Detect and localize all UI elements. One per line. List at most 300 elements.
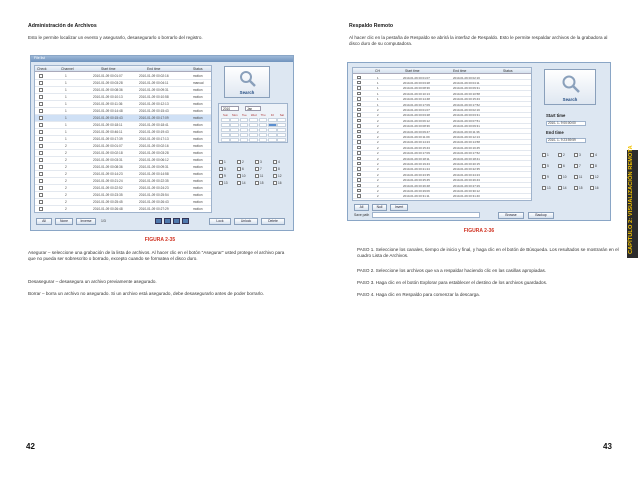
table-cell: 1 xyxy=(65,108,67,113)
table-cell: 2 xyxy=(65,143,67,148)
table-cell: 2010-01-09 00:14:58 xyxy=(139,171,169,176)
para-delete xyxy=(28,291,290,297)
backup-null-button[interactable]: Null xyxy=(372,204,387,211)
calendar-day-cell[interactable] xyxy=(230,138,239,142)
table-cell: 2 xyxy=(377,107,379,112)
table-cell: 2010-01-09 00:27:29 xyxy=(453,183,480,188)
channel-checkbox[interactable] xyxy=(542,186,551,190)
channel-label: 5 xyxy=(224,167,226,171)
table-cell: motion xyxy=(193,129,203,134)
channel-checkbox[interactable] xyxy=(558,175,567,179)
row-checkbox[interactable] xyxy=(357,76,361,80)
channel-label: 9 xyxy=(547,175,549,179)
next-page-icon[interactable] xyxy=(173,218,180,224)
table-cell: 2010-01-09 00:15:43 xyxy=(139,108,169,113)
row-checkbox[interactable] xyxy=(39,74,43,78)
row-checkbox[interactable] xyxy=(39,207,43,211)
channel-checkbox[interactable] xyxy=(590,153,597,157)
calendar-day-cell[interactable] xyxy=(249,118,258,122)
table-cell: 2010-01-09 00:20:15 xyxy=(453,161,480,166)
channel-checkbox[interactable] xyxy=(219,160,226,164)
table-row[interactable] xyxy=(35,178,211,185)
channel-label: 6 xyxy=(242,167,244,171)
para-unlock xyxy=(28,279,290,285)
table-cell: 2010-01-09 00:26:43 xyxy=(139,199,169,204)
lock-button[interactable]: Lock xyxy=(209,218,231,225)
calendar-day-cell[interactable] xyxy=(277,133,286,137)
checkbox-icon xyxy=(237,167,241,171)
table-cell: 2010-01-09 00:08:36 xyxy=(403,86,430,91)
calendar-day-cell[interactable] xyxy=(240,128,249,132)
backup-search-label: Search xyxy=(562,97,578,102)
calendar-day-cell[interactable] xyxy=(249,138,258,142)
search-button[interactable] xyxy=(224,66,270,98)
row-checkbox[interactable] xyxy=(39,130,43,134)
channel-checkbox[interactable] xyxy=(574,175,582,179)
table-cell: 2010-01-09 00:03:31 xyxy=(453,113,480,118)
table-cell: 2010-01-09 00:14:48 xyxy=(93,108,123,113)
table-row[interactable] xyxy=(35,157,211,164)
channel-label: 4 xyxy=(278,160,280,164)
table-row[interactable] xyxy=(35,143,211,150)
calendar-day-cell[interactable] xyxy=(277,123,286,127)
table-cell: 1 xyxy=(65,80,67,85)
right-page xyxy=(319,0,638,493)
table-row[interactable] xyxy=(35,136,211,143)
table-cell: 2010-01-09 00:18:11 xyxy=(403,156,430,161)
table-row[interactable] xyxy=(35,206,211,213)
calendar-day-header: Fri xyxy=(270,113,275,117)
table-cell: motion xyxy=(193,199,203,204)
table-cell: 2010-01-09 00:14:23 xyxy=(403,140,430,145)
row-checkbox[interactable] xyxy=(357,173,361,177)
checkbox-icon xyxy=(574,164,578,168)
channel-label: 4 xyxy=(595,153,597,157)
channel-checkbox[interactable] xyxy=(558,164,565,168)
table-row[interactable] xyxy=(35,122,211,129)
table-row[interactable] xyxy=(35,94,211,101)
row-checkbox[interactable] xyxy=(39,116,43,120)
channel-label: 16 xyxy=(278,181,282,185)
save-path-field[interactable] xyxy=(372,212,480,218)
table-cell: 2010-01-09 00:12:13 xyxy=(453,134,480,139)
delete-button[interactable]: Delete xyxy=(261,218,285,225)
table-cell: 2010-01-09 00:26:43 xyxy=(453,178,480,183)
calendar-day-cell[interactable] xyxy=(268,118,277,122)
first-page-icon[interactable] xyxy=(155,218,162,224)
calendar-day-cell[interactable] xyxy=(277,118,286,122)
row-checkbox[interactable] xyxy=(357,92,361,96)
table-cell: 2010-01-09 00:15:43 xyxy=(453,97,480,102)
page-number-right: 43 xyxy=(603,442,612,451)
checkbox-icon xyxy=(542,175,546,179)
row-checkbox[interactable] xyxy=(39,144,43,148)
window-title: File list xyxy=(34,56,45,60)
table-cell: 2 xyxy=(65,192,67,197)
calendar-day-cell[interactable] xyxy=(249,128,258,132)
calendar-day-header: Sat xyxy=(279,113,284,117)
backup-all-button[interactable]: All xyxy=(354,204,369,211)
calendar-day-cell[interactable] xyxy=(240,138,249,142)
table-row[interactable] xyxy=(353,194,531,199)
channel-label: 2 xyxy=(242,160,244,164)
browse-button[interactable]: Browse xyxy=(498,212,524,219)
row-checkbox[interactable] xyxy=(39,193,43,197)
channel-checkbox[interactable] xyxy=(574,186,583,190)
calendar-day-cell[interactable] xyxy=(277,138,286,142)
table-cell: 2010-01-09 00:09:31 xyxy=(139,164,169,169)
row-checkbox[interactable] xyxy=(357,151,361,155)
table-cell: 2010-01-09 00:11:09 xyxy=(403,134,430,139)
row-checkbox[interactable] xyxy=(39,151,43,155)
table-row[interactable] xyxy=(35,101,211,108)
table-cell: 2010-01-09 00:19:43 xyxy=(139,129,169,134)
table-cell: 2010-01-09 00:10:58 xyxy=(139,94,169,99)
row-checkbox[interactable] xyxy=(39,186,43,190)
table-cell: 2010-01-09 00:11:36 xyxy=(453,129,480,134)
calendar-day-cell[interactable] xyxy=(230,128,239,132)
select-none-button[interactable]: None xyxy=(55,218,73,225)
unlock-button[interactable]: Unlock xyxy=(234,218,258,225)
table-cell: 2010-01-09 00:17:09 xyxy=(403,151,430,156)
table-cell: 2010-01-09 00:03:28 xyxy=(139,150,169,155)
table-cell: 2010-01-09 00:16:45 xyxy=(453,145,480,150)
row-checkbox[interactable] xyxy=(357,124,361,128)
table-cell: 2010-01-09 00:25:54 xyxy=(139,192,169,197)
channel-checkbox[interactable] xyxy=(273,160,280,164)
checkbox-icon xyxy=(574,153,578,157)
channel-label: 13 xyxy=(547,186,551,190)
table-cell: motion xyxy=(193,94,203,99)
month-field[interactable]: Jan xyxy=(245,106,261,111)
row-checkbox[interactable] xyxy=(357,184,361,188)
table-row[interactable] xyxy=(35,80,211,87)
col-stat: Status xyxy=(503,68,513,73)
table-cell: 2010-01-09 00:21:24 xyxy=(93,178,123,183)
table-cell: 2010-01-09 00:03:28 xyxy=(93,80,123,85)
calendar-day-cell[interactable] xyxy=(259,133,268,137)
row-checkbox[interactable] xyxy=(39,137,43,141)
calendar-day-cell[interactable] xyxy=(240,123,249,127)
table-row[interactable] xyxy=(35,192,211,199)
channel-checkbox[interactable] xyxy=(255,174,263,178)
table-row[interactable] xyxy=(35,73,211,80)
table-cell: 2010-01-09 00:02:18 xyxy=(93,150,123,155)
row-checkbox[interactable] xyxy=(357,167,361,171)
table-cell: 1 xyxy=(377,91,379,96)
table-cell: 2010-01-09 00:17:09 xyxy=(403,102,430,107)
channel-checkbox[interactable] xyxy=(237,174,246,178)
table-cell: 2 xyxy=(377,194,379,199)
table-cell: 2010-01-09 00:26:48 xyxy=(403,183,430,188)
checkbox-icon xyxy=(255,174,259,178)
row-checkbox[interactable] xyxy=(39,158,43,162)
table-cell: 2010-01-09 00:25:45 xyxy=(403,178,430,183)
row-checkbox[interactable] xyxy=(357,113,361,117)
channel-label: 15 xyxy=(579,186,583,190)
calendar-day-cell[interactable] xyxy=(268,138,277,142)
table-row[interactable] xyxy=(35,108,211,115)
table-cell: 2010-01-09 00:01:07 xyxy=(403,75,430,80)
table-cell: 2010-01-09 00:04:11 xyxy=(453,80,480,85)
row-checkbox[interactable] xyxy=(39,172,43,176)
table-row[interactable] xyxy=(35,185,211,192)
channel-label: 1 xyxy=(547,153,549,157)
table-cell: 2010-01-09 00:18:41 xyxy=(139,122,169,127)
table-cell: 2010-01-09 00:31:40 xyxy=(453,194,480,199)
calendar-day-cell[interactable] xyxy=(240,118,249,122)
calendar-day-cell[interactable] xyxy=(277,128,286,132)
table-cell: 2010-01-09 00:08:36 xyxy=(93,164,123,169)
channel-checkbox[interactable] xyxy=(273,174,282,178)
table-cell: 2010-01-09 00:08:36 xyxy=(93,87,123,92)
table-cell: 2010-01-09 00:25:45 xyxy=(93,199,123,204)
channel-checkbox[interactable] xyxy=(590,186,599,190)
calendar-day-header: Thu xyxy=(260,113,266,117)
calendar-day-header: Sun xyxy=(223,113,228,117)
channel-label: 11 xyxy=(579,175,583,179)
checkbox-icon xyxy=(558,186,562,190)
page-indicator: 1/3 xyxy=(101,219,106,223)
table-cell: 2010-01-09 00:17:52 xyxy=(453,102,480,107)
calendar-day-cell[interactable] xyxy=(221,118,230,122)
table-cell: 2010-01-09 00:02:16 xyxy=(139,143,169,148)
backup-invert-button[interactable]: Invert xyxy=(390,204,408,211)
checkbox-icon xyxy=(574,175,578,179)
table-cell: motion xyxy=(193,73,203,78)
calendar-day-cell[interactable] xyxy=(230,118,239,122)
row-checkbox[interactable] xyxy=(357,162,361,166)
para-lock xyxy=(28,250,290,262)
checkbox-icon xyxy=(590,164,594,168)
channel-checkbox[interactable] xyxy=(255,167,262,171)
channel-label: 14 xyxy=(563,186,567,190)
checkbox-icon xyxy=(255,160,259,164)
table-cell: motion xyxy=(193,192,203,197)
table-row[interactable] xyxy=(35,129,211,136)
table-cell: 2010-01-09 00:06:12 xyxy=(139,157,169,162)
table-cell: 2010-01-09 00:18:11 xyxy=(93,122,123,127)
calendar-day-cell[interactable] xyxy=(249,123,258,127)
checkbox-icon xyxy=(558,175,562,179)
table-row[interactable] xyxy=(35,199,211,206)
table-cell: 2010-01-09 00:01:07 xyxy=(403,107,430,112)
channel-checkbox[interactable] xyxy=(574,153,581,157)
calendar-day-cell[interactable] xyxy=(230,133,239,137)
checkbox-icon xyxy=(237,160,241,164)
channel-checkbox[interactable] xyxy=(237,160,244,164)
calendar-day-cell[interactable] xyxy=(268,133,277,137)
row-checkbox[interactable] xyxy=(357,119,361,123)
channel-checkbox[interactable] xyxy=(574,164,581,168)
checkbox-icon xyxy=(219,167,223,171)
table-cell: 2010-01-09 00:01:07 xyxy=(93,143,123,148)
table-cell: 1 xyxy=(65,136,67,141)
calendar-day-cell[interactable] xyxy=(249,133,258,137)
table-cell: motion xyxy=(193,164,203,169)
start-time-field[interactable]: 2010- 1- 9 00:00:00 xyxy=(546,121,586,126)
channel-label: 1 xyxy=(224,160,226,164)
channel-checkbox[interactable] xyxy=(542,153,549,157)
row-checkbox[interactable] xyxy=(357,97,361,101)
table-cell: 2 xyxy=(377,156,379,161)
table-cell: 2010-01-09 00:02:16 xyxy=(453,107,480,112)
row-checkbox[interactable] xyxy=(39,200,43,204)
row-checkbox[interactable] xyxy=(39,109,43,113)
calendar-day-cell[interactable] xyxy=(259,128,268,132)
table-cell: 2 xyxy=(65,150,67,155)
checkbox-icon xyxy=(542,164,546,168)
calendar-day-cell[interactable] xyxy=(240,133,249,137)
calendar-day-header: Mon xyxy=(232,113,238,117)
table-cell: 2010-01-09 00:31:11 xyxy=(403,194,430,199)
channel-checkbox[interactable] xyxy=(558,153,565,157)
row-checkbox[interactable] xyxy=(357,194,361,198)
table-cell: 2 xyxy=(377,161,379,166)
inverse-button[interactable]: Inverse xyxy=(76,218,96,225)
table-cell: motion xyxy=(193,87,203,92)
channel-checkbox[interactable] xyxy=(219,167,226,171)
channel-checkbox[interactable] xyxy=(558,186,567,190)
calendar-day-cell[interactable] xyxy=(221,128,230,132)
table-cell: 2 xyxy=(377,124,379,129)
channel-checkbox[interactable] xyxy=(590,164,597,168)
table-cell: 2010-01-09 00:12:13 xyxy=(139,101,169,106)
magnifier-icon xyxy=(239,70,257,88)
table-cell: 2010-01-09 00:46:11 xyxy=(93,129,123,134)
table-cell: 2010-01-09 00:02:16 xyxy=(139,73,169,78)
channel-checkbox[interactable] xyxy=(273,167,280,171)
row-checkbox[interactable] xyxy=(357,81,361,85)
table-row[interactable] xyxy=(35,171,211,178)
table-cell: 2 xyxy=(377,178,379,183)
chapter-side-tab xyxy=(627,145,638,258)
row-checkbox[interactable] xyxy=(39,165,43,169)
row-checkbox[interactable] xyxy=(357,130,361,134)
row-checkbox[interactable] xyxy=(357,140,361,144)
backup-magnifier-icon xyxy=(561,74,581,94)
channel-label: 3 xyxy=(579,153,581,157)
table-cell: 2010-01-09 00:09:47 xyxy=(403,129,430,134)
table-cell: 2010-01-09 00:17:39 xyxy=(93,136,123,141)
table-cell: 2 xyxy=(377,167,379,172)
calendar-day-header: Wed xyxy=(250,113,257,117)
checkbox-icon xyxy=(590,175,594,179)
row-checkbox[interactable] xyxy=(357,189,361,193)
table-cell: motion xyxy=(193,101,203,106)
table-cell: 2010-01-09 00:30:12 xyxy=(453,188,480,193)
table-cell: 2 xyxy=(377,145,379,150)
select-all-button[interactable]: All xyxy=(36,218,52,225)
table-cell: 2010-01-09 00:14:58 xyxy=(453,140,480,145)
chapter-side-tab-label: CAPÍTULO 2: VISUALIZACIÓN REMOTA xyxy=(628,145,634,254)
calendar-day-cell[interactable] xyxy=(259,138,268,142)
table-cell: motion xyxy=(193,178,203,183)
table-cell: 2010-01-09 00:06:12 xyxy=(403,118,430,123)
channel-checkbox[interactable] xyxy=(255,160,262,164)
table-cell: motion xyxy=(193,122,203,127)
calendar-day-cell[interactable] xyxy=(221,133,230,137)
row-checkbox[interactable] xyxy=(357,146,361,150)
checkbox-icon xyxy=(590,186,594,190)
prev-page-icon[interactable] xyxy=(164,218,171,224)
calendar-day-cell[interactable] xyxy=(221,138,230,142)
channel-checkbox[interactable] xyxy=(273,181,282,185)
calendar-day-cell[interactable] xyxy=(230,123,239,127)
table-row[interactable] xyxy=(35,150,211,157)
end-time-label: End time xyxy=(546,130,564,135)
channel-checkbox[interactable] xyxy=(590,175,599,179)
end-time-field[interactable]: 2010- 1- 9 23:59:59 xyxy=(546,138,586,143)
table-cell: 2010-01-09 00:22:35 xyxy=(139,178,169,183)
last-page-icon[interactable] xyxy=(182,218,189,224)
year-field[interactable]: 2010 xyxy=(221,106,239,111)
channel-checkbox[interactable] xyxy=(542,164,549,168)
calendar-panel xyxy=(218,103,288,143)
checkbox-icon xyxy=(219,160,223,164)
row-checkbox[interactable] xyxy=(357,178,361,182)
row-checkbox[interactable] xyxy=(357,135,361,139)
table-row[interactable] xyxy=(35,164,211,171)
row-checkbox[interactable] xyxy=(39,102,43,106)
table-cell: 1 xyxy=(65,122,67,127)
step-4: PASO 4. Haga clic en Respaldo para comenzar la descarga. xyxy=(357,292,480,297)
row-checkbox[interactable] xyxy=(39,95,43,99)
row-checkbox[interactable] xyxy=(357,157,361,161)
table-cell: 2 xyxy=(65,164,67,169)
channel-label: 15 xyxy=(260,181,264,185)
table-cell: 2010-01-09 00:24:23 xyxy=(453,172,480,177)
channel-checkbox[interactable] xyxy=(219,181,228,185)
row-checkbox[interactable] xyxy=(357,108,361,112)
row-checkbox[interactable] xyxy=(357,103,361,107)
calendar-day-cell[interactable] xyxy=(268,128,277,132)
channel-checkbox[interactable] xyxy=(237,181,246,185)
table-cell: 2010-01-09 00:17:13 xyxy=(139,136,169,141)
row-checkbox[interactable] xyxy=(39,123,43,127)
calendar-grid[interactable] xyxy=(221,113,287,143)
channel-checkbox[interactable] xyxy=(237,167,244,171)
col-channel: Channel xyxy=(61,66,74,71)
table-cell: 2 xyxy=(377,172,379,177)
backup-button[interactable]: Backup xyxy=(528,212,554,219)
table-cell: 2010-01-09 00:03:28 xyxy=(403,113,430,118)
row-checkbox[interactable] xyxy=(357,86,361,90)
table-row[interactable] xyxy=(35,87,211,94)
table-row[interactable] xyxy=(35,115,211,122)
backup-channel-selector xyxy=(542,153,608,197)
calendar-day-cell[interactable] xyxy=(221,123,230,127)
row-checkbox[interactable] xyxy=(39,88,43,92)
step-2: PASO 2. Seleccione los archivos que va a respaldar haciendo clic en las casillas apropiadas. xyxy=(357,268,547,273)
channel-checkbox[interactable] xyxy=(255,181,264,185)
table-cell: 2 xyxy=(65,157,67,162)
table-cell: 2010-01-09 00:10:13 xyxy=(403,91,430,96)
table-cell: 1 xyxy=(65,73,67,78)
calendar-day-cell[interactable] xyxy=(259,118,268,122)
row-checkbox[interactable] xyxy=(39,81,43,85)
calendar-day-cell[interactable] xyxy=(259,123,268,127)
table-cell: 2010-01-09 00:29:06 xyxy=(403,188,430,193)
channel-checkbox[interactable] xyxy=(219,174,226,178)
row-checkbox[interactable] xyxy=(39,179,43,183)
table-cell: 1 xyxy=(65,94,67,99)
table-cell: motion xyxy=(193,206,203,211)
backup-search-button[interactable] xyxy=(544,69,596,105)
channel-checkbox[interactable] xyxy=(542,175,549,179)
table-cell: 2010-01-09 00:14:48 xyxy=(403,97,430,102)
calendar-day-cell[interactable] xyxy=(268,123,277,127)
